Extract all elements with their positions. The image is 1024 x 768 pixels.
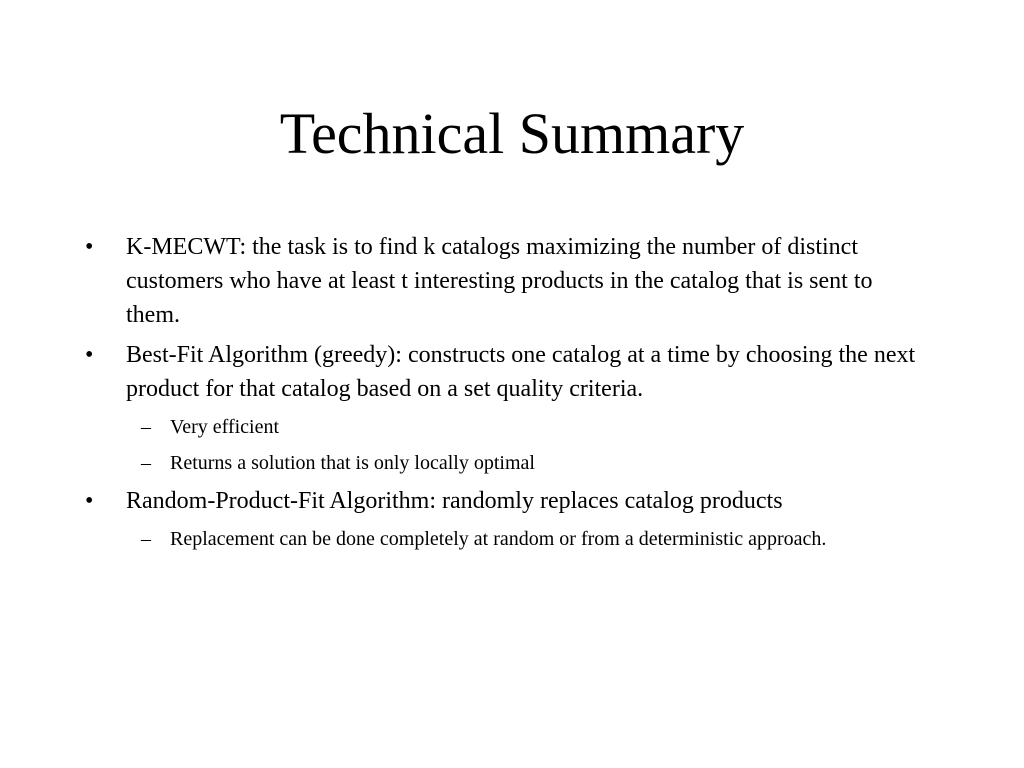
bullet-marker: • [85, 342, 94, 368]
bullet-item [85, 484, 925, 518]
sub-bullet-marker: – [141, 528, 151, 550]
bullet-text: Best-Fit Algorithm (greedy): constructs one catalog at a time by choosing the next product for that catalog based on a set quality criteria. [126, 342, 916, 402]
slide-title: Technical Summary [279, 101, 745, 166]
sub-bullet-item [85, 524, 925, 554]
sub-bullet-text: Replacement can be done completely at random or from a deterministic approach. [170, 528, 827, 550]
sub-bullet-marker: – [141, 452, 151, 474]
bullet-text: Random-Product-Fit Algorithm: randomly replaces catalog products [126, 488, 783, 514]
bullet-item [85, 230, 925, 332]
sub-bullet-text: Returns a solution that is only locally optimal [170, 452, 535, 474]
sub-bullet-item [85, 412, 925, 442]
bullet-marker: • [85, 488, 94, 514]
bullet-text: K-MECWT: the task is to find k catalogs maximizing the number of distinct customers who have at least t interesting products in the catalog that is sent to them. [126, 234, 873, 328]
bullet-item [85, 338, 925, 406]
slide-body [85, 230, 925, 560]
sub-bullet-item [85, 448, 925, 478]
bullet-marker: • [85, 234, 94, 260]
sub-bullet-text: Very efficient [170, 416, 280, 438]
sub-bullet-marker: – [141, 416, 151, 438]
